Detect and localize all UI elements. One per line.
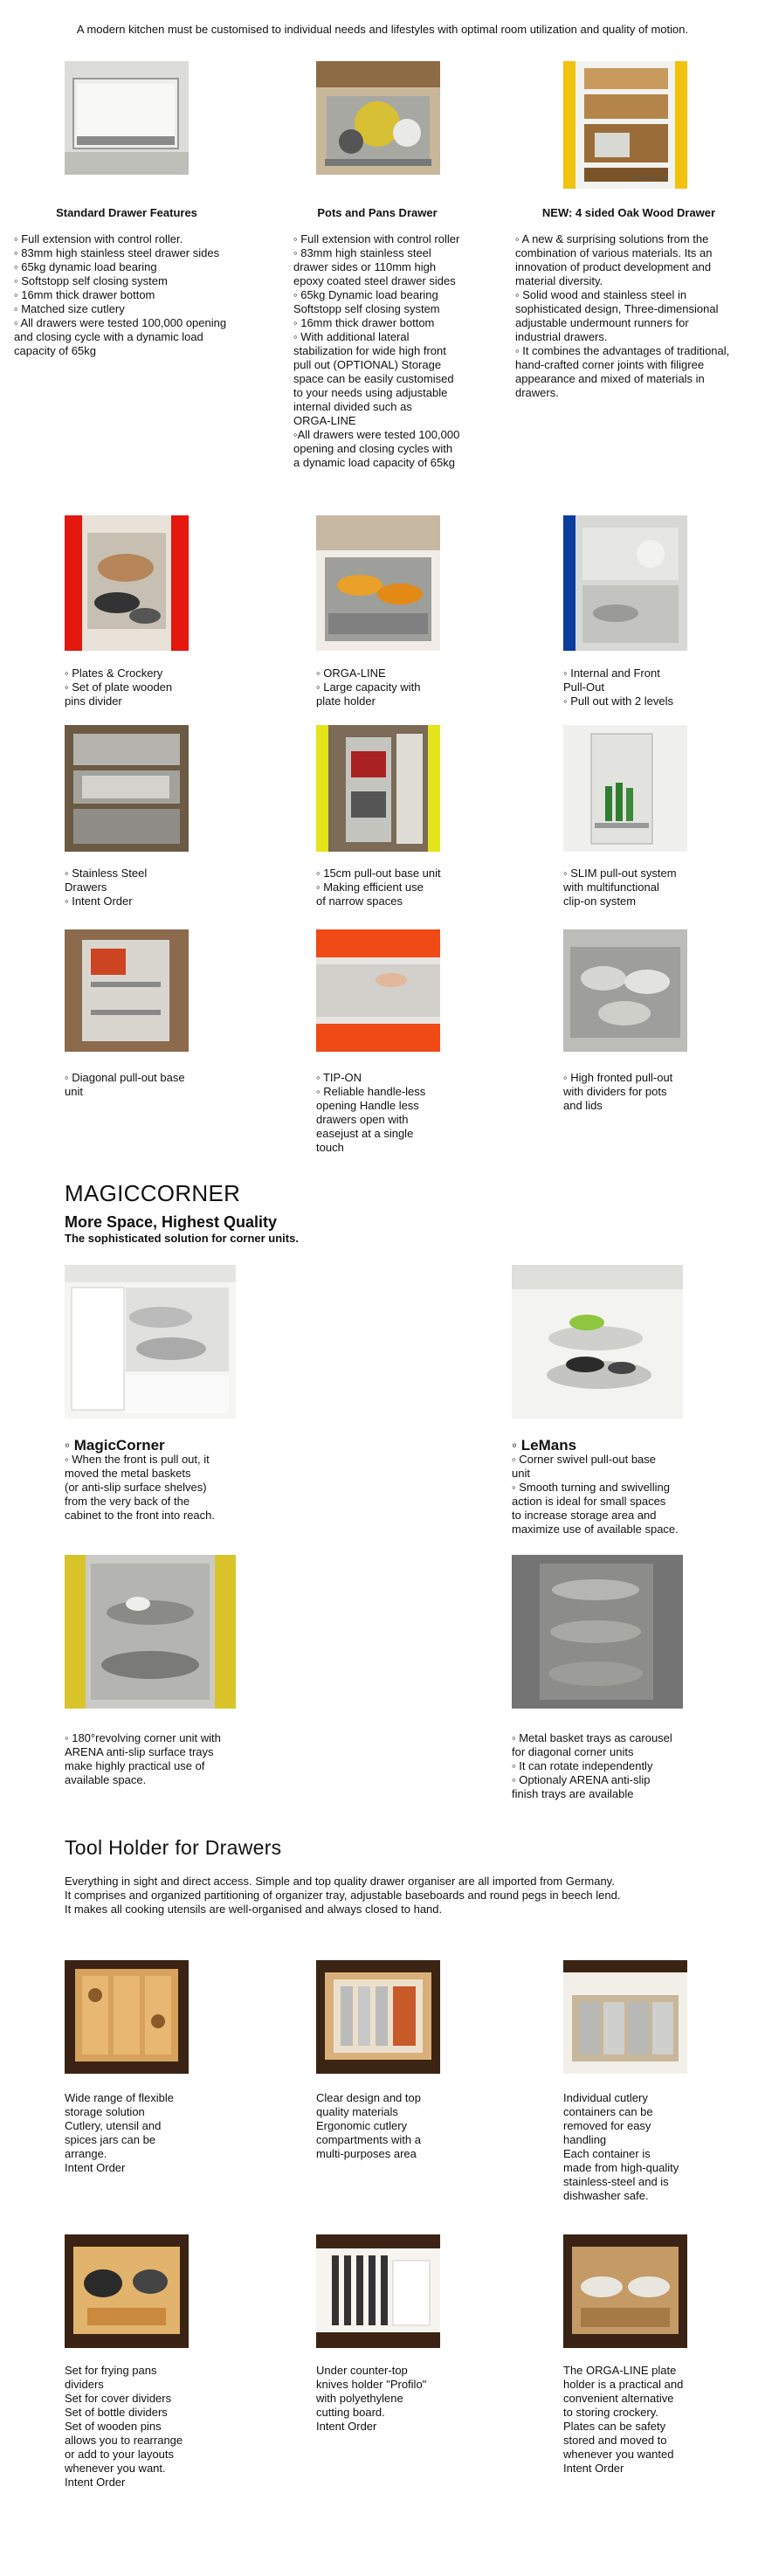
- grid-item-slim-pullout: ◦ SLIM pull-out system with multifunctional clip-on system: [563, 867, 677, 908]
- orga-line-photo: [316, 515, 440, 651]
- clear-design-photo: [316, 1960, 440, 2074]
- feature-line: to your needs using adjustable: [293, 386, 448, 399]
- feature-line: ◦ 65kg dynamic load bearing: [14, 260, 157, 273]
- grid-item-plates: ◦ Plates & Crockery ◦ Set of plate wooden pins divider: [65, 666, 173, 708]
- tool-item-clear-design: Clear design and top quality materials Ergonomic cutlery compartments with a multi-purposes area: [316, 2091, 421, 2160]
- oak-wood-drawer-photo: [563, 61, 687, 189]
- feature-line: combination of various materials. Its an: [515, 246, 713, 259]
- feature-line: internal divided such as: [293, 400, 412, 413]
- grid-item-diagonal: ◦ Diagonal pull-out base unit: [65, 1071, 185, 1098]
- tool-item-flexible: Wide range of flexible storage solution Cutlery, utensil and spices jars can be arrange. Intent Order: [65, 2091, 175, 2174]
- feature-line: ◦ Full extension with control roller.: [14, 232, 183, 245]
- feature-line: ◦ A new & surprising solutions from the: [515, 232, 709, 245]
- tool-item-cutlery: Individual cutlery containers can be removed for easy handling Each container is made from high-quality stainless-steel and is dishwasher safe.: [563, 2091, 679, 2202]
- feature-line: ◦ Softstopp self closing system: [14, 274, 168, 287]
- oak-drawer-features: [515, 232, 765, 400]
- tool-holder-description: [65, 1875, 755, 1916]
- tool-item-knives: Under counter-top knives holder "Profilo" with polyethylene cutting board. Intent Order: [316, 2364, 427, 2433]
- plates-crockery-photo: [65, 515, 189, 651]
- standard-drawer-features: [14, 232, 276, 358]
- magic-item-lemans: ◦ LeMans ◦ Corner swivel pull-out base unit ◦ Smooth turning and swivelling action is ideal for small spaces to increase storage area and maximize use of available space.: [512, 1437, 679, 1536]
- feature-line: stabilization for wide high front: [293, 344, 446, 357]
- feature-line: industrial drawers.: [515, 330, 608, 343]
- feature-line: ◦ 16mm thick drawer bottom: [14, 288, 155, 301]
- tool-desc-line-3: It makes all cooking utensils are well-organised and always closed to hand.: [65, 1903, 443, 1916]
- tool-item-frying-pans: Set for frying pans dividers Set for cover dividers Set of bottle dividers Set of wooden pins allows you to rearrange or add to your layouts whenever you want. Intent Order: [65, 2364, 183, 2489]
- tool-item-plate-holder: The ORGA-LINE plate holder is a practical and convenient alternative to storing crockery. Plates can be safety stored and moved to whenever you wanted Intent Order: [563, 2364, 684, 2475]
- plate-holder-photo: [563, 2234, 687, 2348]
- feature-line: and closing cycle with a dynamic load: [14, 330, 203, 343]
- oak-photo-label: DRAWER 4 SIDE: [634, 176, 669, 182]
- grid-item-orga-line: ◦ ORGA-LINE ◦ Large capacity with plate holder: [316, 666, 421, 708]
- feature-line: Softstopp self closing system: [293, 302, 440, 315]
- feature-line: hand-crafted corner joints with filigree: [515, 358, 705, 371]
- grid-item-tip-on: ◦ TIP-ON ◦ Reliable handle-less opening Handle less drawers open with easejust at a single touch: [316, 1071, 426, 1154]
- feature-line: ◦ It combines the advantages of traditional,: [515, 344, 730, 357]
- standard-drawer-photo: [65, 61, 189, 175]
- feature-line: ◦ 16mm thick drawer bottom: [293, 316, 435, 329]
- feature-line: ◦ Full extension with control roller: [293, 232, 460, 245]
- feature-line: innovation of product development and: [515, 260, 712, 273]
- grid-item-internal-pullout: ◦ Internal and Front Pull-Out ◦ Pull out with 2 levels: [563, 666, 674, 708]
- intro-text: A modern kitchen must be customised to individual needs and lifestyles with optimal room utilization and quality of motion.: [76, 23, 689, 36]
- magic-item-carousel: ◦ Metal basket trays as carousel for diagonal corner units ◦ It can rotate independently ◦ Optionaly ARENA anti-slip finish trays are available: [512, 1731, 672, 1800]
- grid-item-stainless: ◦ Stainless Steel Drawers ◦ Intent Order: [65, 867, 148, 908]
- high-fronted-pullout-photo: [563, 929, 687, 1052]
- grid-item-15cm-pullout: ◦ 15cm pull-out base unit ◦ Making efficient use of narrow spaces: [316, 867, 441, 908]
- feature-line: drawer sides or 110mm high: [293, 260, 437, 273]
- pots-pans-drawer-photo: [316, 61, 440, 175]
- tip-on-photo: [316, 929, 440, 1052]
- column-heading-pots: Pots and Pans Drawer: [317, 206, 438, 219]
- feature-line: epoxy coated steel drawer sides: [293, 274, 456, 287]
- feature-line: opening and closing cycles with: [293, 442, 453, 455]
- feature-line: ORGA-LINE: [293, 414, 356, 427]
- tool-desc-line-1: Everything in sight and direct access. Simple and top quality drawer organiser are all imported from Germany.: [65, 1875, 615, 1888]
- feature-line: ◦ 83mm high stainless steel drawer sides: [14, 246, 220, 259]
- feature-line: ◦ All drawers were tested 100,000 opening: [14, 316, 227, 329]
- slim-pullout-photo: [563, 725, 687, 852]
- feature-line: material diversity.: [515, 274, 603, 287]
- feature-line: space can be easily customised: [293, 372, 454, 385]
- flexible-storage-photo: [65, 1960, 189, 2074]
- feature-line: adjustable undermount runners for: [515, 316, 689, 329]
- column-heading-standard: Standard Drawer Features: [56, 206, 197, 219]
- feature-line: appearance and mixed of materials in: [515, 372, 705, 385]
- knives-holder-photo: [316, 2234, 440, 2348]
- magiccorner-photo: [65, 1265, 236, 1419]
- carousel-trays-photo: [512, 1555, 683, 1709]
- feature-line: sophisticated design, Three-dimensional: [515, 302, 719, 315]
- feature-line: capacity of 65kg: [14, 344, 96, 357]
- internal-front-pullout-photo: [563, 515, 687, 651]
- feature-line: a dynamic load capacity of 65kg: [293, 456, 455, 469]
- feature-line: ◦All drawers were tested 100,000: [293, 428, 460, 441]
- feature-line: ◦ 65kg Dynamic load bearing: [293, 288, 438, 301]
- feature-line: ◦ With additional lateral: [293, 330, 410, 343]
- feature-line: pull out (OPTIONAL) Storage: [293, 358, 442, 371]
- pullout-base-unit-photo: [316, 725, 440, 852]
- magiccorner-subtitle-2: The sophisticated solution for corner units.: [65, 1232, 299, 1245]
- tool-desc-line-2: It comprises and organized partitioning of organizer tray, adjustable baseboards and round pegs in beech lend.: [65, 1889, 621, 1902]
- magic-item-revolving: ◦ 180°revolving corner unit with ARENA anti-slip surface trays make highly practical use of available space.: [65, 1731, 221, 1786]
- diagonal-pullout-photo: [65, 929, 189, 1052]
- pots-pans-features: [293, 232, 520, 470]
- revolving-corner-photo: [65, 1555, 236, 1709]
- feature-line: drawers.: [515, 386, 559, 399]
- tool-holder-title: Tool Holder for Drawers: [65, 1836, 282, 1859]
- feature-line: ◦ Solid wood and stainless steel in: [515, 288, 687, 301]
- magic-item-magiccorner: ◦ MagicCorner ◦ When the front is pull out, it moved the metal baskets (or anti-slip surface shelves) from the very back of the cabinet to the front into reach.: [65, 1437, 215, 1522]
- column-heading-oak: NEW: 4 sided Oak Wood Drawer: [541, 206, 716, 219]
- feature-line: ◦ 83mm high stainless steel: [293, 246, 431, 259]
- lemans-photo: [512, 1265, 683, 1419]
- grid-item-high-fronted: ◦ High fronted pull-out with dividers for pots and lids: [563, 1071, 673, 1112]
- magiccorner-title: MAGICCORNER: [65, 1180, 241, 1206]
- feature-line: ◦ Matched size cutlery: [14, 302, 125, 315]
- frying-pans-photo: [65, 2234, 189, 2348]
- cutlery-containers-photo: [563, 1960, 687, 2074]
- stainless-drawers-photo: [65, 725, 189, 852]
- magiccorner-subtitle: More Space, Highest Quality: [65, 1213, 278, 1231]
